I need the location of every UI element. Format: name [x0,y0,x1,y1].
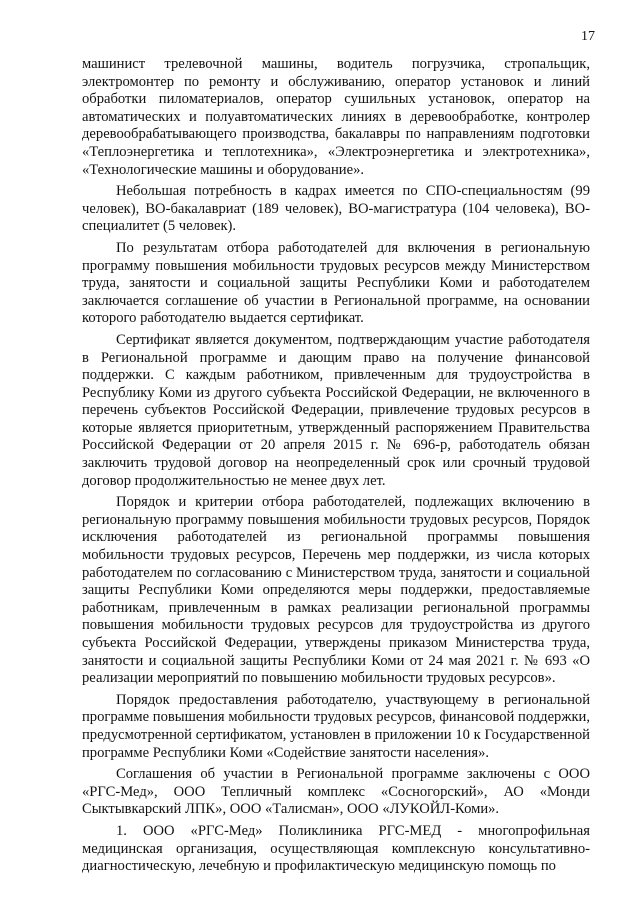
paragraph-certificate: Сертификат является документом, подтверждающим участие работодателя в Региональной программе и дающим право на получение финансовой поддержки. С каждым работником, привлеченным для трудоустройства в Республику Коми из другого субъекта Российской Федерации, не включенного в перечень субъектов Российской Федерации, привлечение трудовых ресурсов в которые является приоритетным, утвержденный распоряжением Правительства Российской Федерации от 20 апреля 2015 г. № 696-р, работодатель обязан заключить трудовой договор на неопределенный срок или срочный трудовой договор продолжительностью не менее двух лет. [82,331,590,489]
paragraph-rgs-med: 1. ООО «РГС-Мед» Поликлиника РГС-МЕД - многопрофильная медицинская организация, осуществляющая комплексную консультативно-диагностическую, лечебную и профилактическую медицинскую помощь по [82,822,590,875]
paragraph-financial-support: Порядок предоставления работодателю, участвующему в региональной программе повышения мобильности трудовых ресурсов, финансовой поддержки, предусмотренной сертификатом, установлен в приложении 10 к Государственной программе Республики Коми «Содействие занятости населения». [82,691,590,761]
paragraph-staff-demand: Небольшая потребность в кадрах имеется по СПО-специальностям (99 человек), ВО-бакалавриат (189 человек), ВО-магистратура (104 человека), ВО-специалитет (5 человек). [82,183,590,235]
paragraph-continuation-occupations: машинист трелевочной машины, водитель погрузчика, стропальщик, электромонтер по ремонту и обслуживанию, оператор установок и линий обработки пиломатериалов, оператор сушильных установок, оператор на автоматических и полуавтоматических линиях в деревообработке, контролер деревообрабатывающего производства, бакалавры по направлениям подготовки «Теплоэнергетика и теплотехника», «Электроэнергетика и электротехника», «Технологические машины и оборудование». [82,56,590,178]
page-number: 17 [581,29,595,44]
paragraph-procedures: Порядок и критерии отбора работодателей, подлежащих включению в региональную программу повышения мобильности трудовых ресурсов, Порядок исключения работодателей из региональной программы повышения мобильности трудовых ресурсов, Перечень мер поддержки, из числа которых работодателем по согласованию с Министерством труда, занятости и социальной защиты Республики Коми определяются меры поддержки, предоставляемые работникам, привлеченным в рамках реализации региональной программы повышения мобильности трудовых ресурсов для трудоустройства из другого субъекта Российской Федерации, утверждены приказом Министерства труда, занятости и социальной защиты Республики Коми от 24 мая 2021 г. № 693 «О реализации мероприятий по повышению мобильности трудовых ресурсов». [82,494,590,687]
paragraph-agreements: Соглашения об участии в Региональной программе заключены с ООО «РГС-Мед», ООО Тепличный комплекс «Сосногорский», АО «Монди Сыктывкарский ЛПК», ООО «Талисман», ООО «ЛУКОЙЛ-Коми». [82,766,590,818]
paragraph-selection-results: По результатам отбора работодателей для включения в региональную программу повышения мобильности трудовых ресурсов между Министерством труда, занятости и социальной защиты Республики Коми и работодателем заключается соглашение об участии в Региональной программе, на основании которого работодателю выдается сертификат. [82,239,590,327]
document-body [82,56,590,876]
